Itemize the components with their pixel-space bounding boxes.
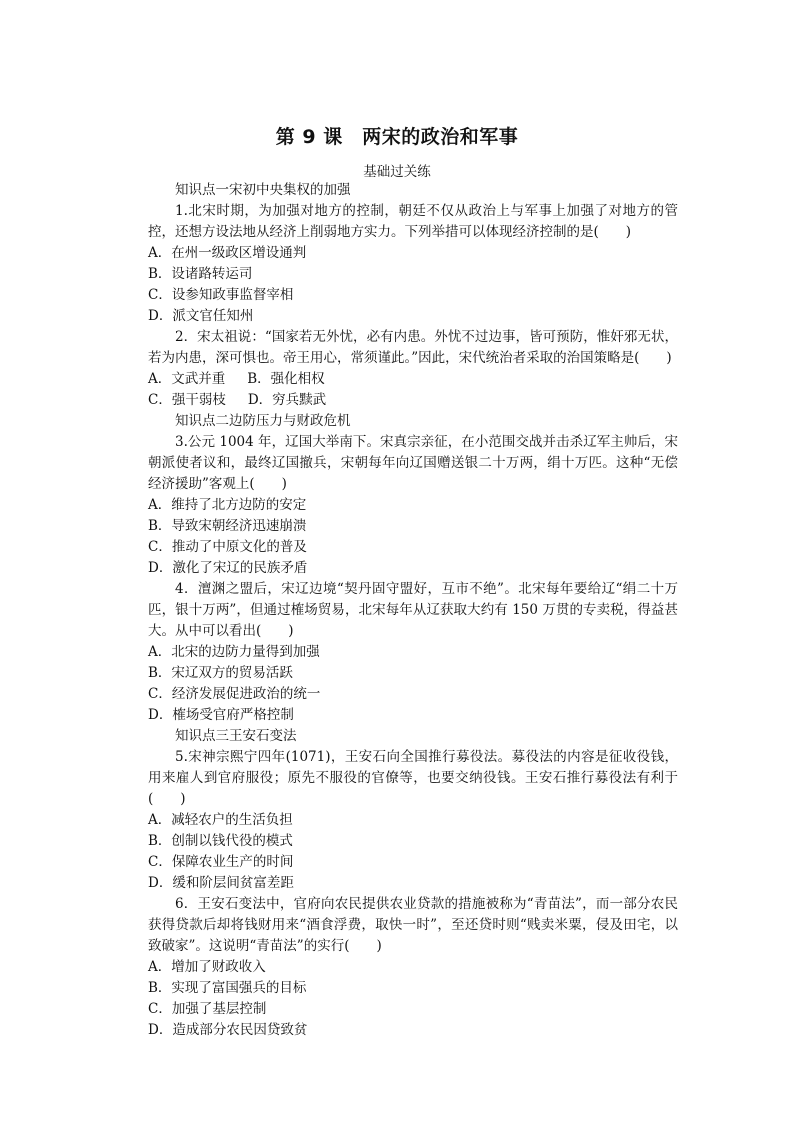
option-d: D．造成部分农民因贷致贫 bbox=[148, 1022, 308, 1038]
section-heading: 知识点三王安石变法 bbox=[175, 728, 297, 744]
option-c: C．强干弱枝 bbox=[148, 392, 226, 408]
question-2 bbox=[148, 327, 678, 411]
option-a: A．增加了财政收入 bbox=[148, 959, 266, 975]
option-d: D．榷场受官府严格控制 bbox=[148, 707, 294, 723]
option-a: A．在州一级政区增设通判 bbox=[148, 245, 307, 261]
section-heading: 知识点二边防压力与财政危机 bbox=[175, 413, 351, 429]
option-a: A．减轻农户的生活负担 bbox=[148, 812, 293, 828]
option-a: A．北宋的边防力量得到加强 bbox=[148, 644, 320, 660]
exercise-subtitle: 基础过关练 bbox=[363, 164, 431, 180]
option-c: C．加强了基层控制 bbox=[148, 1001, 267, 1017]
option-c: C．设参知政事监督宰相 bbox=[148, 287, 294, 303]
option-c: C．经济发展促进政治的统一 bbox=[148, 686, 321, 702]
question-5 bbox=[148, 747, 678, 894]
question-stem: 3.公元 1004 年，辽国大举南下。宋真宗亲征，在小范围交战并击杀辽军主帅后，宋朝派使者议和，最终辽国撤兵，宋朝每年向辽国赠送银二十万两，绢十万匹。这种“无偿经济援助”客观上( ) bbox=[148, 434, 678, 492]
option-b: B．创制以钱代役的模式 bbox=[148, 833, 293, 849]
option-a: A．文武并重 bbox=[148, 371, 226, 387]
option-b: B．宋辽双方的贸易活跃 bbox=[148, 665, 293, 681]
question-4 bbox=[148, 579, 678, 726]
option-d: D．激化了宋辽的民族矛盾 bbox=[148, 560, 308, 576]
option-d: D．派文官任知州 bbox=[148, 308, 254, 324]
option-b: B．强化相权 bbox=[247, 371, 325, 387]
option-row-cd bbox=[148, 390, 678, 411]
option-d: D．缓和阶层间贫富差距 bbox=[148, 875, 294, 891]
option-d: D．穷兵黩武 bbox=[247, 392, 327, 408]
question-stem: 6．王安石变法中，官府向农民提供农业贷款的措施被称为“青苗法”，而一部分农民获得贷款后却将钱财用来“酒食浮费，取快一时”，至还贷时则“贱卖米粟，侵及田宅，以致破家”。这说明“青苗法”的实行( ) bbox=[148, 896, 678, 954]
section-1 bbox=[148, 180, 678, 411]
question-stem: 5.宋神宗熙宁四年(1071)，王安石向全国推行募役法。募役法的内容是征收役钱，用来雇人到官府服役；原先不服役的官僚等，也要交纳役钱。王安石推行募役法有利于( ) bbox=[148, 749, 678, 807]
option-row-ab bbox=[148, 369, 678, 390]
question-stem: 1.北宋时期，为加强对地方的控制，朝廷不仅从政治上与军事上加强了对地方的管控，还想方设法地从经济上削弱地方实力。下列举措可以体现经济控制的是( ) bbox=[148, 203, 678, 240]
option-b: B．导致宋朝经济迅速崩溃 bbox=[148, 518, 307, 534]
section-3 bbox=[148, 726, 678, 1041]
question-6 bbox=[148, 894, 678, 1041]
section-heading: 知识点一宋初中央集权的加强 bbox=[175, 182, 351, 198]
question-stem: 4．澶渊之盟后，宋辽边境“契丹固守盟好，互市不绝”。北宋每年要给辽“绢二十万匹，银十万两”，但通过榷场贸易，北宋每年从辽获取大约有 150 万贯的专卖税，得益甚大。从中可以看出( ) bbox=[148, 581, 678, 639]
question-stem: 2．宋太祖说：“国家若无外忧，必有内患。外忧不过边事，皆可预防，惟奸邪无状，若为内患，深可惧也。帝王用心，常须谨此。”因此，宋代统治者采取的治国策略是( ) bbox=[148, 329, 678, 366]
document-body bbox=[148, 180, 678, 1041]
question-3 bbox=[148, 432, 678, 579]
section-2 bbox=[148, 411, 678, 726]
option-a: A．维持了北方边防的安定 bbox=[148, 497, 307, 513]
option-b: B．实现了富国强兵的目标 bbox=[148, 980, 307, 996]
question-1 bbox=[148, 201, 678, 327]
option-c: C．保障农业生产的时间 bbox=[148, 854, 294, 870]
option-b: B．设诸路转运司 bbox=[148, 266, 253, 282]
option-c: C．推动了中原文化的普及 bbox=[148, 539, 307, 555]
lesson-title: 第 9 课 两宋的政治和军事 bbox=[275, 126, 519, 148]
